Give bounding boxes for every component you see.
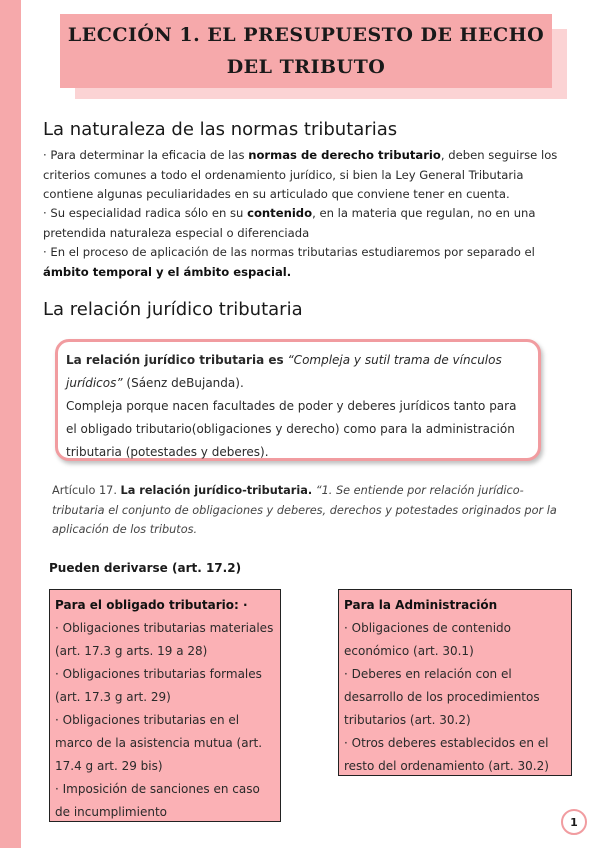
paragraph-bullet-2: · Su especialidad radica sólo en su contenido, en la materia que regulan, no en una pretendida naturaleza especial o diferenciada <box>43 206 536 240</box>
section-heading-naturaleza: La naturaleza de las normas tributarias <box>43 119 398 140</box>
definition-text: La relación jurídico tributaria es “Compleja y sutil trama de vínculos jurídicos” (Sáenz deBujanda). <box>66 353 502 390</box>
admin-box-title: Para la Administración <box>344 598 498 612</box>
title-line-1: LECCIÓN 1. EL PRESUPUESTO DE HECHO <box>67 24 545 46</box>
paragraph-bullet-3: · En el proceso de aplicación de las normas tributarias estudiaremos por separado el ámbito temporal y el ámbito espacial. <box>43 245 535 279</box>
page-number: 1 <box>561 809 587 835</box>
left-decorative-bar <box>0 0 21 848</box>
title-banner <box>60 14 552 88</box>
derive-heading: Pueden derivarse (art. 17.2) <box>49 561 242 575</box>
list-item: · Deberes en relación con el desarrollo de los procedimientos tributarios (art. 30.2) <box>344 667 540 727</box>
definition-explanation: Compleja porque nacen facultades de poder y deberes jurídicos tanto para el obligado tributario(obligaciones y derecho) como para la administración tributaria (potestades y deberes). <box>66 399 517 459</box>
list-item: · Imposición de sanciones en caso de incumplimiento <box>55 782 260 819</box>
section-heading-relacion: La relación jurídico tributaria <box>43 299 303 320</box>
list-item: · Obligaciones tributarias formales (art. 17.3 g art. 29) <box>55 667 262 704</box>
list-item: · Obligaciones tributarias en el marco de la asistencia mutua (art. 17.4 g art. 29 bis) <box>55 713 263 773</box>
obligado-tributario-box <box>49 589 281 822</box>
title-line-2: DEL TRIBUTO <box>226 56 386 78</box>
list-item: · Otros deberes establecidos en el resto del ordenamiento (art. 30.2) <box>344 736 549 773</box>
paragraph-bullet-1: · Para determinar la eficacia de las normas de derecho tributario, deben seguirse los criterios comunes a todo el ordenamiento jurídico, si bien la Ley General Tributaria contiene algunas peculiaridades en su articulado que conviene tener en cuenta. <box>43 148 558 201</box>
list-item: · Obligaciones tributarias materiales (art. 17.3 g arts. 19 a 28) <box>55 621 274 658</box>
obligado-box-title: Para el obligado tributario: · <box>55 598 248 612</box>
article-17-quote: Artículo 17. La relación jurídico-tributaria. “1. Se entiende por relación jurídico-tributaria el conjunto de obligaciones y deberes, derechos y potestades originados por la aplicación de los tributos. <box>52 484 557 536</box>
administracion-box <box>338 589 572 776</box>
definition-box <box>55 339 541 461</box>
list-item: · Obligaciones de contenido económico (art. 30.1) <box>344 621 512 658</box>
